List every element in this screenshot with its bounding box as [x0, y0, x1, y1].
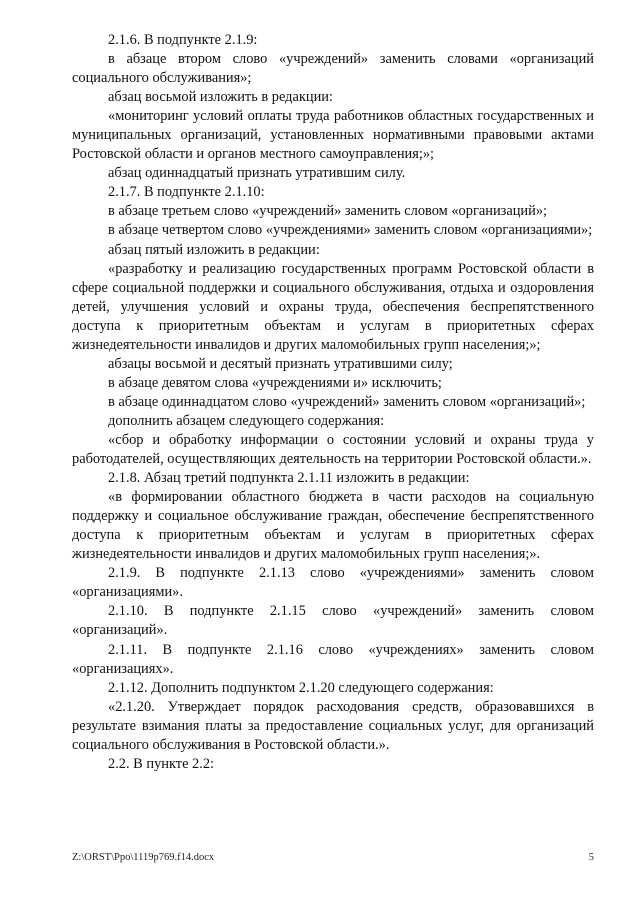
document-body	[72, 31, 594, 774]
paragraph: абзац пятый изложить в редакции:	[108, 241, 320, 258]
paragraph: «сбор и обработку информации о состоянии условий и охраны труда у работодателей, осуществляющих деятельность на территории Ростовской области.».	[72, 431, 594, 468]
paragraph: в абзаце четвертом слово «учреждениями» заменить словом «организациями»;	[108, 222, 593, 239]
paragraph: 2.1.8. Абзац третий подпункта 2.1.11 изложить в редакции:	[108, 470, 470, 487]
paragraph: 2.1.7. В подпункте 2.1.10:	[108, 184, 265, 201]
footer-file-path: Z:\ORST\Ppo\1119p769.f14.docx	[72, 852, 215, 863]
paragraph: абзац одиннадцатый признать утратившим силу.	[108, 165, 406, 182]
paragraph: в абзаце одиннадцатом слово «учреждений» заменить словом «организаций»;	[108, 393, 586, 410]
paragraph: в абзаце третьем слово «учреждений» заменить словом «организаций»;	[108, 203, 548, 220]
paragraph: абзац восьмой изложить в редакции:	[108, 89, 333, 106]
paragraph: в абзаце втором слово «учреждений» заменить словами «организаций социального обслуживания»;	[72, 51, 594, 87]
paragraph: 2.2. В пункте 2.2:	[108, 755, 215, 772]
paragraph: 2.1.9. В подпункте 2.1.13 слово «учреждениями» заменить словом «организациями».	[72, 565, 594, 601]
paragraph: «мониторинг условий оплаты труда работников областных государственных и муниципальных организаций, установленных нормативными правовыми актами Ростовской области и органов местного самоуправления;»;	[72, 108, 594, 163]
page-number: 5	[588, 852, 594, 863]
paragraph: 2.1.10. В подпункте 2.1.15 слово «учреждений» заменить словом «организаций».	[72, 603, 594, 639]
paragraph: «разработку и реализацию государственных программ Ростовской области в сфере социальной поддержки и социального обслуживания, отдыха и оздоровления детей, улучшения условий и охраны труда, обеспечения беспрепятственного доступа к приоритетным объектам и услугам в приоритетных сферах жизнедеятельности инвалидов и других маломобильных групп населения;»;	[72, 260, 594, 353]
paragraph: в абзаце девятом слова «учреждениями и» исключить;	[108, 374, 442, 391]
paragraph: «в формировании областного бюджета в части расходов на социальную поддержку и социальное обслуживание граждан, обеспечение беспрепятственного доступа к приоритетным объектам и услугам в приоритетных сферах жизнедеятельности инвалидов и других маломобильных групп населения;».	[72, 489, 594, 563]
paragraph: абзацы восьмой и десятый признать утратившими силу;	[108, 355, 453, 372]
paragraph: 2.1.6. В подпункте 2.1.9:	[108, 32, 258, 48]
paragraph: дополнить абзацем следующего содержания:	[108, 412, 385, 429]
paragraph: «2.1.20. Утверждает порядок расходования средств, образовавшихся в результате взимания платы за предоставление социальных услуг, для организаций социального обслуживания в Ростовской области.».	[72, 698, 594, 753]
paragraph: 2.1.12. Дополнить подпунктом 2.1.20 следующего содержания:	[108, 679, 494, 696]
paragraph: 2.1.11. В подпункте 2.1.16 слово «учреждениях» заменить словом «организациях».	[72, 641, 594, 677]
